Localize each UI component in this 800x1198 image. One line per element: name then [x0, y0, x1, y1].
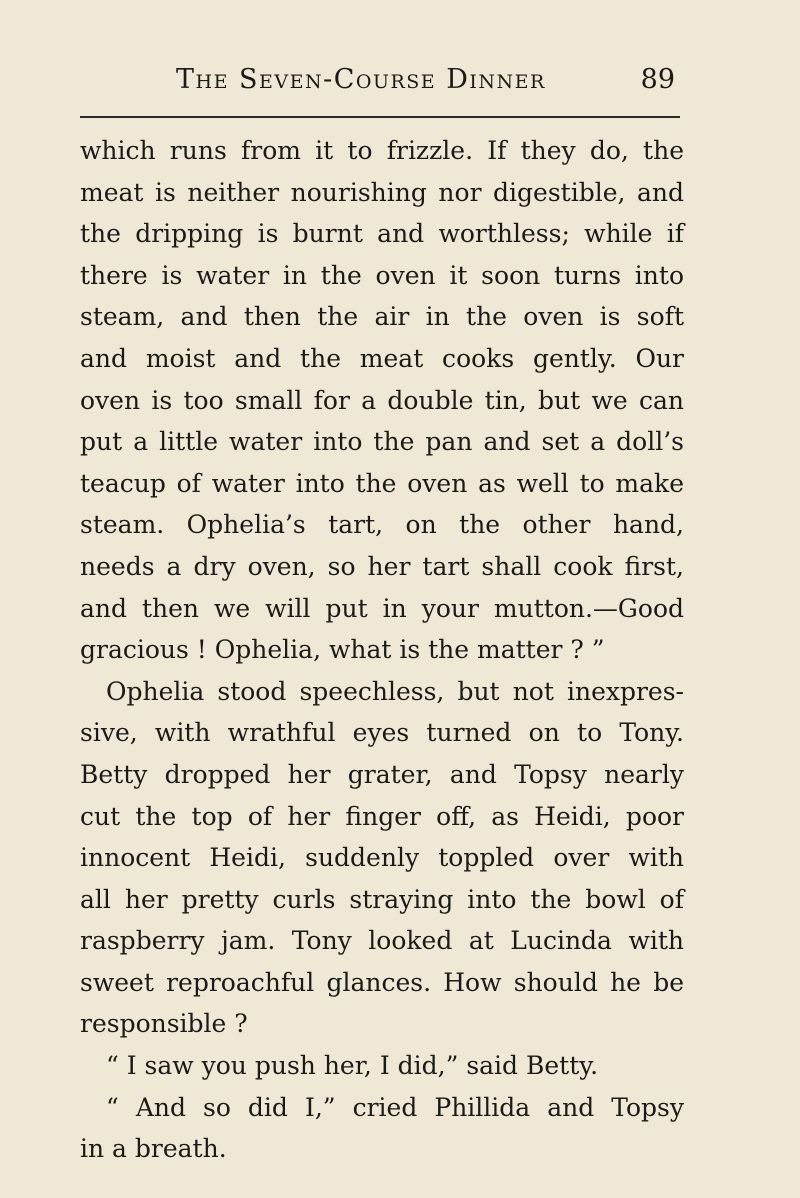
text-line: “ And so did I,” cried Phillida and Topsy [106, 1092, 684, 1122]
text-line: teacup of water into the oven as well to make [80, 468, 684, 498]
text-line: oven is too small for a double tin, but we can [80, 385, 684, 415]
text-line: Ophelia stood speechless, but not inexpres- [106, 676, 684, 706]
page-number: 89 [640, 64, 675, 95]
text-line: steam, and then the air in the oven is soft [80, 302, 684, 332]
text-line: sweet reproachful glances. How should he be [80, 967, 684, 997]
text-line: responsible ? [80, 1009, 248, 1039]
text-line: and moist and the meat cooks gently. Our [80, 343, 684, 373]
text-line: cut the top of her finger off, as Heidi, poor [80, 801, 684, 831]
text-line: needs a dry oven, so her tart shall cook first, [80, 551, 684, 581]
text-line: innocent Heidi, suddenly toppled over with [80, 843, 684, 873]
text-line: gracious ! Ophelia, what is the matter ? ” [80, 635, 605, 665]
running-head [80, 64, 695, 104]
text-line: meat is neither nourishing nor digestible, and [80, 177, 684, 207]
text-line: sive, with wrathful eyes turned on to Tony. [80, 718, 684, 748]
chapter-title: The Seven-Course Dinner [176, 64, 546, 95]
text-line: and then we will put in your mutton.—Good [80, 593, 684, 623]
text-line: all her pretty curls straying into the bowl of [80, 884, 684, 914]
text-line: “ I saw you push her, I did,” said Betty. [106, 1051, 599, 1081]
text-line: there is water in the oven it soon turns into [80, 260, 684, 290]
body-text [80, 130, 684, 1170]
text-line: Betty dropped her grater, and Topsy nearly [80, 759, 684, 789]
text-line: steam. Ophelia’s tart, on the other hand, [80, 510, 684, 540]
header-rule [80, 116, 680, 118]
text-line: put a little water into the pan and set a doll’s [80, 427, 684, 457]
text-line: in a breath. [80, 1134, 227, 1164]
text-line: the dripping is burnt and worthless; while if [80, 219, 684, 249]
text-line: which runs from it to frizzle. If they do, the [80, 136, 684, 165]
text-line: raspberry jam. Tony looked at Lucinda with [80, 926, 684, 956]
